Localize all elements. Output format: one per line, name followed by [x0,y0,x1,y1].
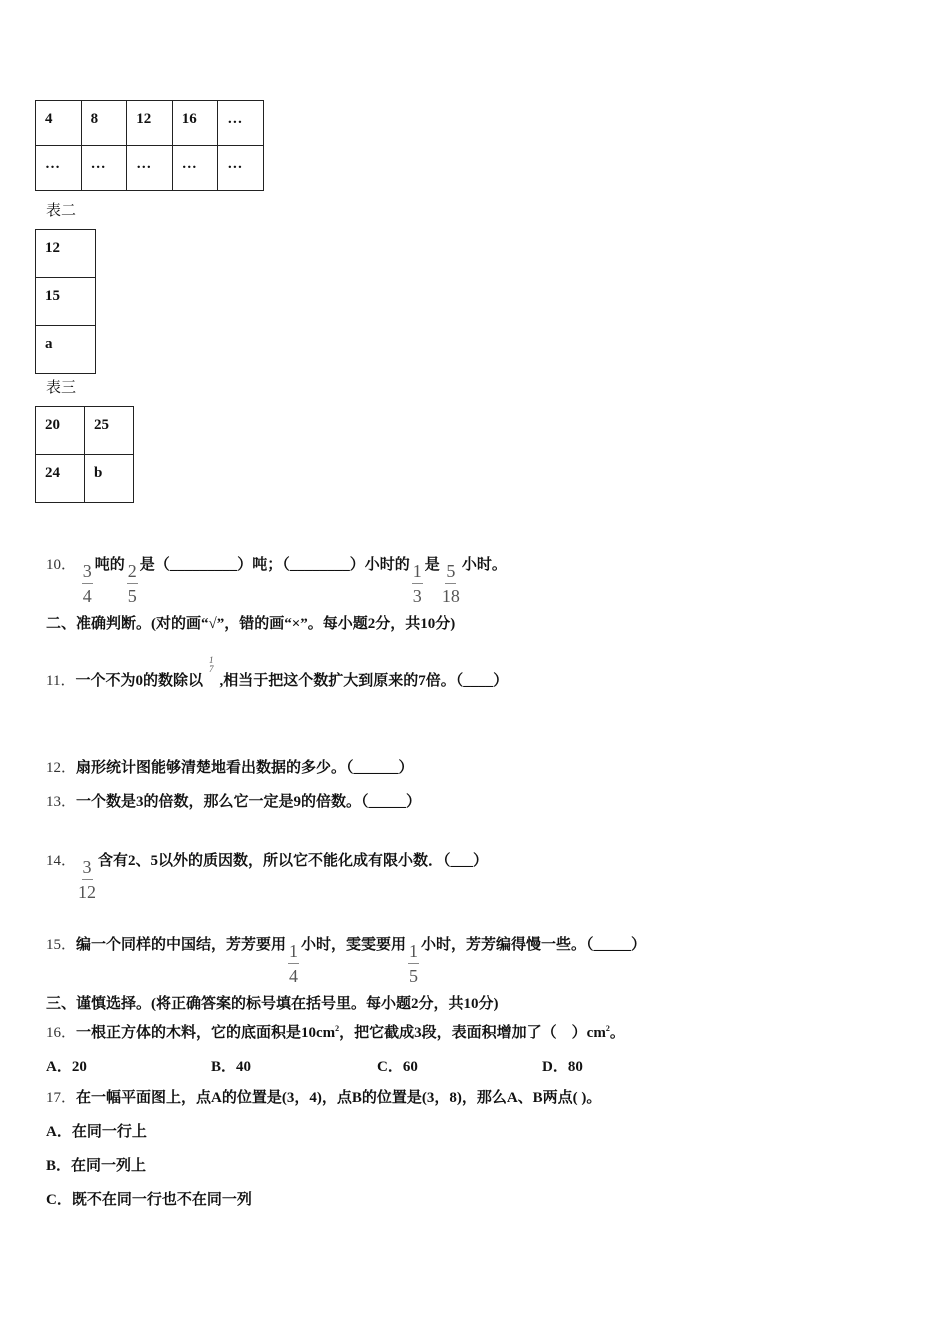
cell: 24 [36,455,85,503]
cell: … [81,146,127,191]
text: ,相当于把这个数扩大到原来的7倍。（____） [219,673,509,689]
numerator: 2 [127,562,138,584]
cell: … [218,101,264,146]
text: 是（_________）吨；（________）小时的 [139,557,410,573]
question-16 [46,1019,625,1043]
cell: b [85,455,134,503]
fraction [442,562,460,605]
denominator: 5 [409,966,419,986]
question-number: 13． [46,794,77,810]
denominator: 4 [82,586,92,606]
text: 一个不为0的数除以 [75,673,203,689]
text: 一根正方体的木料，它的底面积是10cm [76,1025,336,1041]
cell: … [36,146,82,191]
fraction [127,562,138,605]
cell: 12 [127,101,173,146]
question-12 [46,758,414,778]
text: 。 [609,1025,625,1041]
cell: 20 [36,407,85,455]
question-17 [46,1088,601,1108]
numerator: 5 [445,562,456,584]
section-3-heading: 三、谨慎选择。(将正确答案的标号填在括号里。每小题2分，共10分) [46,996,499,1012]
numerator: 3 [82,562,93,584]
option-b[interactable]: B．40 [211,1059,252,1075]
cell: 12 [36,230,96,278]
question-number: 14． [46,853,77,869]
text: 编一个同样的中国结，芳芳要用 [76,937,287,953]
cell: 4 [36,101,82,146]
question-number: 15． [46,937,77,953]
numerator: 1 [408,942,419,964]
question-number: 17． [46,1090,77,1106]
question-11 [46,655,509,696]
option-c[interactable]: C．既不在同一行也不在同一列 [46,1192,252,1208]
text: 小时。 [461,557,507,573]
fraction [82,562,93,605]
cell: 16 [172,101,218,146]
fraction [209,656,214,674]
cell: 15 [36,278,96,326]
table-3 [35,406,134,503]
text: 一个数是3的倍数，那么它一定是9的倍数。（_____） [76,794,422,810]
fraction [408,942,419,985]
question-number: 10． [46,557,77,573]
fraction [78,858,96,901]
text: 扇形统计图能够清楚地看出数据的多少。（______） [76,760,414,776]
cell: … [218,146,264,191]
question-10 [46,555,507,605]
superscript: 2 [605,1024,610,1033]
table-2-label: 表二 [46,203,77,219]
question-14 [46,851,488,901]
cell: … [127,146,173,191]
numerator: 1 [412,562,423,584]
cell: 25 [85,407,134,455]
option-c[interactable]: C．60 [377,1059,418,1075]
denominator: 3 [412,586,422,606]
section-2-heading: 二、准确判断。(对的画“√”，错的画“×”。每小题2分，共10分) [46,616,456,632]
denominator: 7 [208,664,214,674]
cell: a [36,326,96,374]
table-1 [35,100,264,191]
cell: … [172,146,218,191]
question-15 [46,935,646,985]
denominator: 4 [289,966,299,986]
superscript: 2 [335,1024,340,1033]
numerator: 1 [288,942,299,964]
fraction [288,942,299,985]
text: 含有2、5以外的质因数，所以它不能化成有限小数．（___） [98,853,489,869]
table-3-label: 表三 [46,380,77,396]
numerator: 1 [208,655,214,665]
option-d[interactable]: D．80 [542,1059,583,1075]
denominator: 5 [127,586,137,606]
question-number: 16． [46,1025,77,1041]
fraction [412,562,423,605]
text: 是 [424,557,440,573]
denominator: 18 [441,586,460,606]
cell: 8 [81,101,127,146]
text: 在一幅平面图上，点A的位置是(3，4)，点B的位置是(3，8)，那么A、B两点( )。 [76,1090,602,1106]
denominator: 12 [78,882,97,902]
text: 吨的 [94,557,125,573]
text: 小时，芳芳编得慢一些。（_____） [421,937,647,953]
option-a[interactable]: A．在同一行上 [46,1124,147,1140]
option-b[interactable]: B．在同一列上 [46,1158,147,1174]
question-13 [46,792,421,812]
numerator: 3 [82,858,93,880]
question-number: 12． [46,760,77,776]
option-a[interactable]: A．20 [46,1059,87,1075]
text: ，把它截成3段，表面积增加了（ ）cm [339,1025,606,1041]
text: 小时，雯雯要用 [301,937,407,953]
table-2 [35,229,96,374]
question-number: 11． [46,673,76,689]
